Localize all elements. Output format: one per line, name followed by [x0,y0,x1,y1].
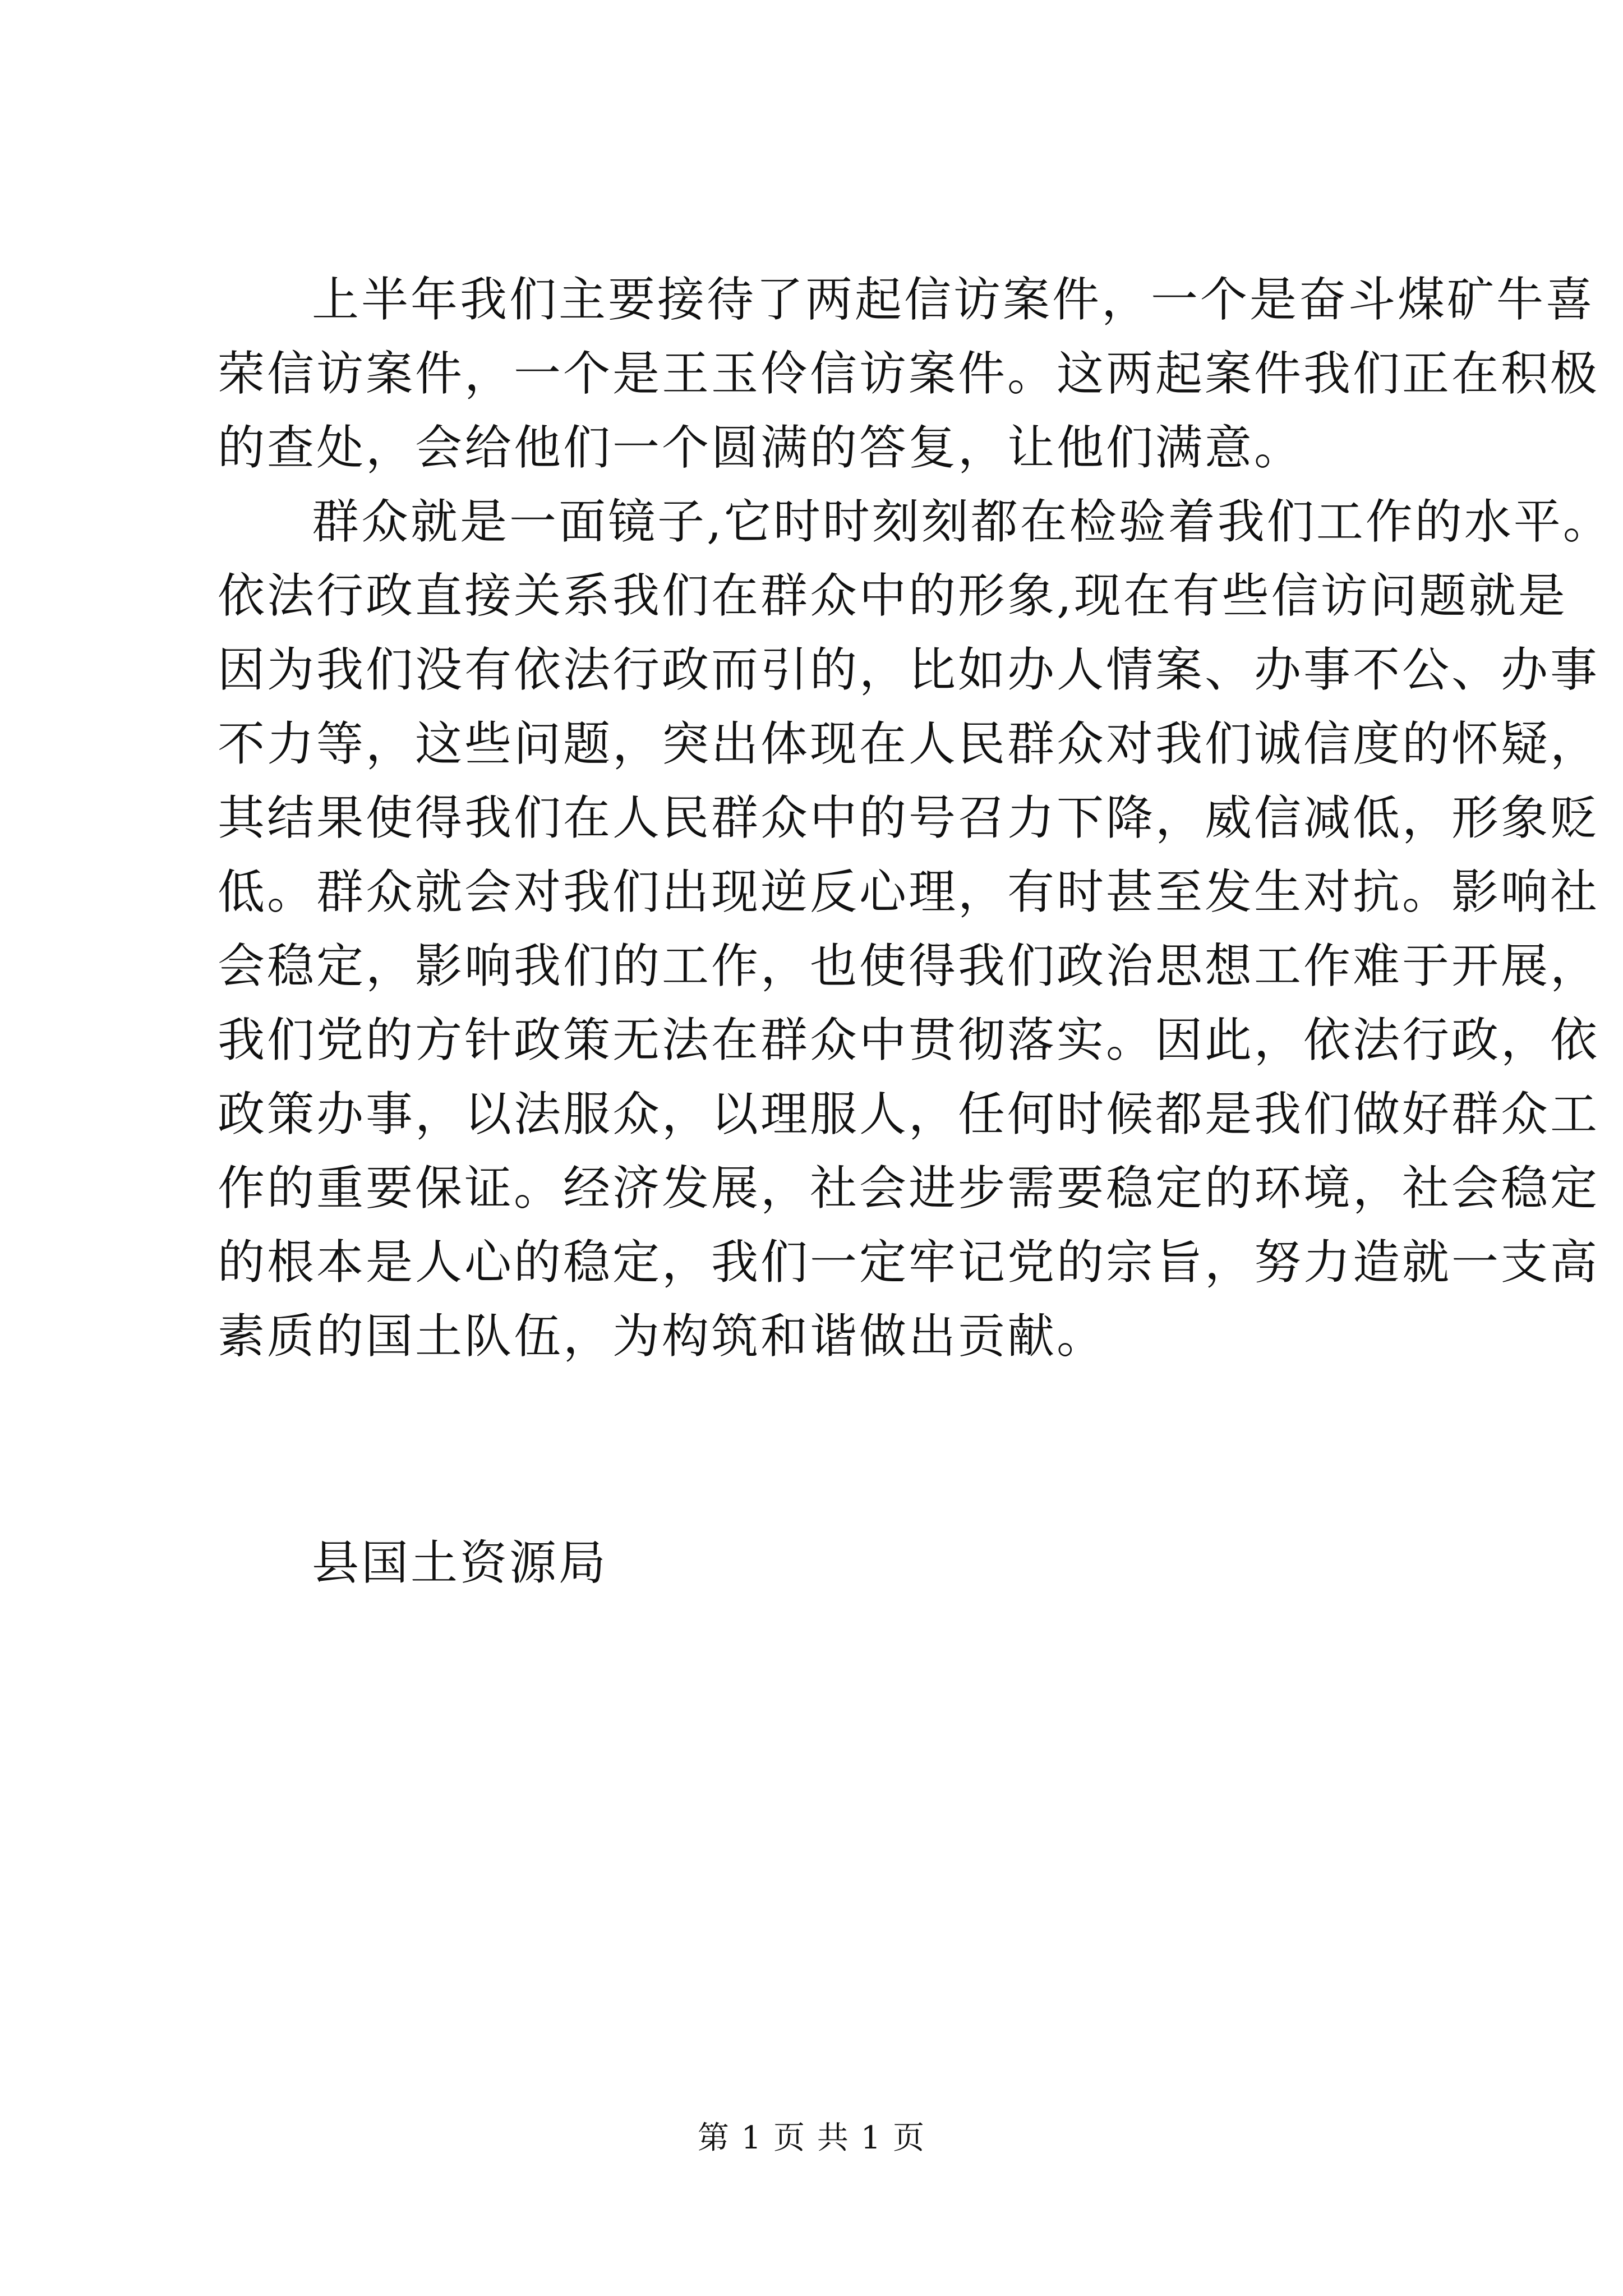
paragraph-2-line: 我们党的方针政策无法在群众中贯彻落实。因此，依法行政，依 [218,1013,1600,1068]
paragraph-2-line: 因为我们没有依法行政而引的，比如办人情案、办事不公、办事 [218,642,1600,697]
paragraph-1-line: 荣信访案件，一个是王玉伶信访案件。这两起案件我们正在积极 [218,346,1600,401]
paragraph-2-line: 低。群众就会对我们出现逆反心理，有时甚至发生对抗。影响社 [218,864,1600,919]
paragraph-2-line: 的根本是人心的稳定，我们一定牢记党的宗旨，努力造就一支高 [218,1235,1600,1290]
signature-organization: 县国土资源局 [312,1535,608,1590]
paragraph-2-line: 依法行政直接关系我们在群众中的形象,现在有些信访问题就是 [218,568,1567,623]
paragraph-2-line: 其结果使得我们在人民群众中的号召力下降，威信减低，形象贬 [218,790,1600,845]
paragraph-2-line: 群众就是一面镜子,它时时刻刻都在检验着我们工作的水平。 [312,494,1612,549]
document-body [218,263,1612,1373]
page-footer: 第 1 页 共 1 页 [697,2120,926,2156]
paragraph-2-line: 作的重要保证。经济发展，社会进步需要稳定的环境，社会稳定 [218,1161,1600,1216]
paragraph-2-line: 政策办事，以法服众，以理服人，任何时候都是我们做好群众工 [218,1087,1600,1142]
paragraph-1-line: 上半年我们主要接待了两起信访案件，一个是奋斗煤矿牛喜 [312,272,1596,327]
paragraph-2-line: 会稳定，影响我们的工作，也使得我们政治思想工作难于开展， [218,938,1600,993]
paragraph-2-line: 素质的国土队伍，为构筑和谐做出贡献。 [218,1309,1106,1364]
paragraph-2-line: 不力等，这些问题，突出体现在人民群众对我们诚信度的怀疑， [218,716,1600,771]
paragraph-1-line: 的查处，会给他们一个圆满的答复，让他们满意。 [218,420,1304,475]
